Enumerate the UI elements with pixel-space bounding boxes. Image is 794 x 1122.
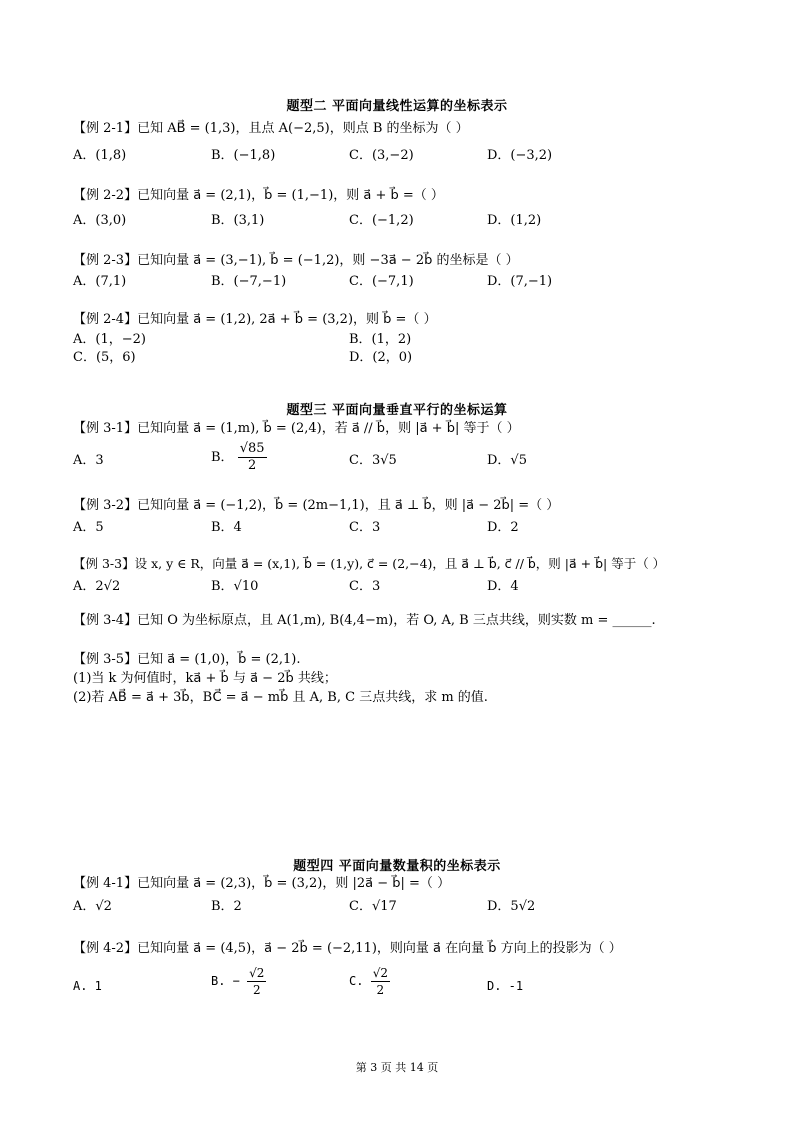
option-label: B. − xyxy=(211,974,240,988)
option-c: C．(−1,2) xyxy=(349,213,414,228)
option-c: C．3√5 xyxy=(349,453,397,468)
option-b: B．4 xyxy=(211,520,242,535)
option-b: B．(−7,−1) xyxy=(211,274,287,289)
question-stem: 【例 2-1】已知 AB⃗ = (1,3)，且点 A(−2,5)，则点 B 的坐标为（ ） xyxy=(73,121,469,136)
option-b xyxy=(211,441,267,474)
option-a: A．5 xyxy=(73,520,104,535)
option-a: A．√2 xyxy=(73,899,112,914)
question-stem: 【例 4-2】已知向量 a⃗ = (4,5)，a⃗ − 2b⃗ = (−2,11)，则向量 a⃗ 在向量 b⃗ 方向上的投影为（ ） xyxy=(73,941,622,956)
option-b: B．(1，2) xyxy=(349,332,412,347)
fraction-denominator: 2 xyxy=(252,983,261,997)
option-label: C. xyxy=(349,974,364,988)
option-d: D．(2，0) xyxy=(349,350,413,365)
question-stem: 【例 2-3】已知向量 a⃗ = (3,−1), b⃗ = (−1,2)，则 −3a⃗ − 2b⃗ 的坐标是（ ） xyxy=(73,253,519,268)
option-d: D．(7,−1) xyxy=(487,274,553,289)
question-stem: 【例 2-2】已知向量 a⃗ = (2,1)，b⃗ = (1,−1)，则 a⃗ + b⃗ =（ ） xyxy=(73,188,444,203)
section-title: 题型三 平面向量垂直平行的坐标运算 xyxy=(286,403,508,418)
section-title: 题型二 平面向量线性运算的坐标表示 xyxy=(286,99,508,114)
question-stem: 【例 4-1】已知向量 a⃗ = (2,3)，b⃗ = (3,2)，则 |2a⃗ − b⃗| =（ ） xyxy=(73,876,451,891)
option-a: A．(1,8) xyxy=(73,148,127,163)
question-stem: 【例 3-1】已知向量 a⃗ = (1,m), b⃗ = (2,4)，若 a⃗ // b⃗，则 |a⃗ + b⃗| 等于（ ） xyxy=(73,421,520,436)
section-title: 题型四 平面向量数量积的坐标表示 xyxy=(293,859,501,874)
option-c: C．(5，6) xyxy=(73,350,136,365)
page-footer: 第 3 页 共 14 页 xyxy=(355,1061,439,1074)
question-stem: 【例 3-5】已知 a⃗ = (1,0)，b⃗ = (2,1). xyxy=(73,652,301,667)
fraction-denominator: 2 xyxy=(376,983,385,997)
sub-question: (1)当 k 为何值时，ka⃗ + b⃗ 与 a⃗ − 2b⃗ 共线； xyxy=(73,671,337,686)
option-d: D．4 xyxy=(487,579,519,594)
option-b: B．(3,1) xyxy=(211,213,265,228)
option-c: C．3 xyxy=(349,520,381,535)
option-b: B．√10 xyxy=(211,579,259,594)
option-d: D．5√2 xyxy=(487,899,536,914)
option-a: A．(7,1) xyxy=(73,274,127,289)
option-a: A．(3,0) xyxy=(73,213,127,228)
fraction xyxy=(247,965,266,998)
option-a: A．(1，−2) xyxy=(73,332,146,347)
option-a: A. 1 xyxy=(73,979,102,993)
option-c: C．√17 xyxy=(349,899,397,914)
option-c: C．(−7,1) xyxy=(349,274,414,289)
option-c: C．3 xyxy=(349,579,381,594)
option-d: D. -1 xyxy=(487,979,524,993)
fraction-numerator: √2 xyxy=(372,966,388,980)
option-d: D．(1,2) xyxy=(487,213,542,228)
fraction-denominator: 2 xyxy=(247,458,257,473)
question-stem: 【例 3-4】已知 O 为坐标原点，且 A(1,m), B(4,4−m)，若 O, A, B 三点共线，则实数 m = ______. xyxy=(73,613,656,628)
question-stem: 【例 2-4】已知向量 a⃗ = (1,2), 2a⃗ + b⃗ = (3,2)，则 b⃗ =（ ） xyxy=(73,312,437,327)
option-c: C．(3,−2) xyxy=(349,148,414,163)
option-a: A．3 xyxy=(73,453,104,468)
option-b xyxy=(211,965,266,998)
option-b: B．(−1,8) xyxy=(211,148,276,163)
sub-question: (2)若 AB⃗ = a⃗ + 3b⃗，BC⃗ = a⃗ − mb⃗ 且 A, B, C 三点共线，求 m 的值. xyxy=(73,690,488,705)
fraction xyxy=(371,965,390,998)
option-d: D．(−3,2) xyxy=(487,148,553,163)
fraction xyxy=(238,441,267,474)
option-c xyxy=(349,965,390,998)
option-label: B． xyxy=(211,450,234,465)
fraction-numerator: √2 xyxy=(249,966,265,980)
option-d: D．2 xyxy=(487,520,519,535)
question-stem: 【例 3-2】已知向量 a⃗ = (−1,2)，b⃗ = (2m−1,1)，且 a⃗ ⊥ b⃗，则 |a⃗ − 2b⃗| =（ ） xyxy=(73,498,560,513)
question-stem: 【例 3-3】设 x, y ∈ R，向量 a⃗ = (x,1), b⃗ = (1,y), c⃗ = (2,−4)，且 a⃗ ⊥ b⃗, c⃗ // b⃗，则 |a⃗ + b⃗| 等于（ ） xyxy=(73,556,666,571)
fraction-numerator: √85 xyxy=(239,441,265,456)
option-d: D．√5 xyxy=(487,453,527,468)
option-a: A．2√2 xyxy=(73,579,121,594)
option-b: B．2 xyxy=(211,899,242,914)
